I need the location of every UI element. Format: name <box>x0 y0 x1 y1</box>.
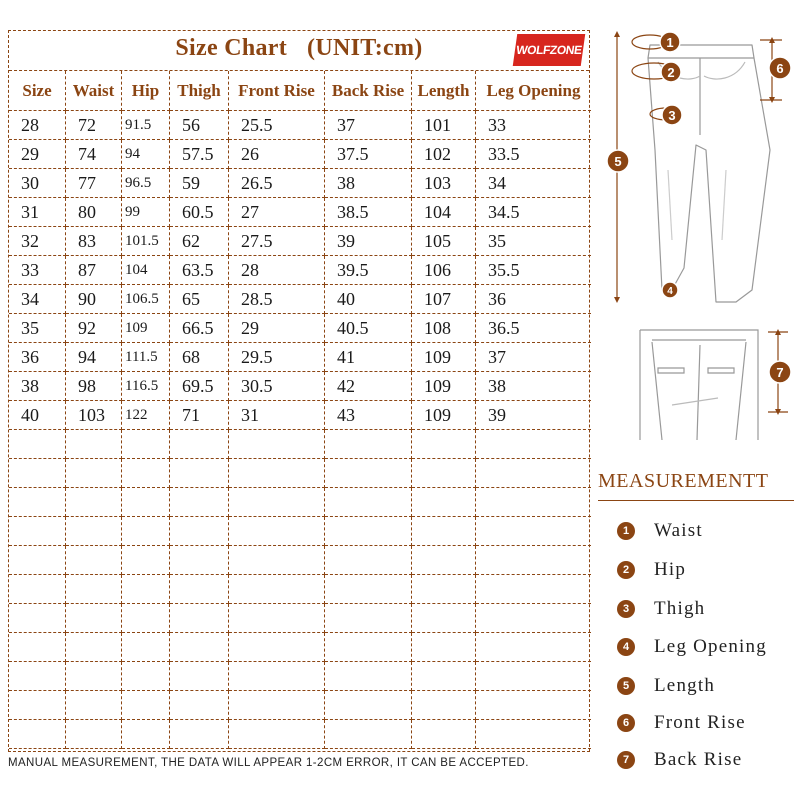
empty-cell <box>170 633 229 662</box>
table-cell: 38 <box>325 169 412 198</box>
empty-cell <box>9 633 66 662</box>
empty-cell <box>170 517 229 546</box>
table-cell: 39 <box>325 227 412 256</box>
table-cell: 28 <box>9 111 66 140</box>
table-cell: 90 <box>66 285 122 314</box>
table-cell: 106.5 <box>122 285 170 314</box>
chart-title-row <box>9 31 589 71</box>
empty-cell <box>476 604 591 633</box>
table-cell: 37 <box>325 111 412 140</box>
table-cell: 36.5 <box>476 314 591 343</box>
empty-cell <box>412 517 476 546</box>
empty-cell <box>325 662 412 691</box>
empty-cell <box>122 604 170 633</box>
table-cell: 25.5 <box>229 111 325 140</box>
empty-cell <box>122 430 170 459</box>
legend-label: Thigh <box>654 598 706 619</box>
table-cell: 39 <box>476 401 591 430</box>
empty-cell <box>9 575 66 604</box>
table-cell: 91.5 <box>122 111 170 140</box>
table-cell: 65 <box>170 285 229 314</box>
table-cell: 30 <box>9 169 66 198</box>
empty-cell <box>229 546 325 575</box>
legend-label: Front Rise <box>654 712 746 733</box>
chart-unit-text: (UNIT:cm) <box>307 35 423 61</box>
pants-back-drawing <box>640 330 758 440</box>
legend-label: Back Rise <box>654 749 743 770</box>
empty-cell <box>66 488 122 517</box>
empty-cell <box>170 488 229 517</box>
table-cell: 102 <box>412 140 476 169</box>
table-cell: 34.5 <box>476 198 591 227</box>
empty-cell <box>229 488 325 517</box>
table-cell: 80 <box>66 198 122 227</box>
empty-cell <box>325 633 412 662</box>
empty-cell <box>66 546 122 575</box>
table-cell: 26 <box>229 140 325 169</box>
empty-cell <box>9 604 66 633</box>
column-header: Waist <box>66 71 122 111</box>
table-cell: 116.5 <box>122 372 170 401</box>
table-cell: 35.5 <box>476 256 591 285</box>
legend-item <box>617 636 767 658</box>
legend-item <box>617 598 705 620</box>
measure-arrows <box>610 34 788 412</box>
table-cell: 122 <box>122 401 170 430</box>
empty-cell <box>476 691 591 720</box>
table-cell: 28.5 <box>229 285 325 314</box>
size-grid <box>9 71 589 751</box>
empty-cell <box>9 459 66 488</box>
table-cell: 37 <box>476 343 591 372</box>
legend-label: Leg Opening <box>654 636 767 657</box>
empty-cell <box>325 604 412 633</box>
empty-cell <box>66 720 122 749</box>
empty-cell <box>325 546 412 575</box>
legend-item <box>617 712 746 734</box>
table-cell: 41 <box>325 343 412 372</box>
empty-cell <box>229 662 325 691</box>
legend-number-badge: 6 <box>617 714 635 732</box>
empty-cell <box>122 546 170 575</box>
table-cell: 71 <box>170 401 229 430</box>
legend-item <box>617 749 742 771</box>
column-header: Length <box>412 71 476 111</box>
table-cell: 29 <box>229 314 325 343</box>
empty-cell <box>476 546 591 575</box>
empty-cell <box>66 459 122 488</box>
table-cell: 109 <box>412 343 476 372</box>
table-cell: 33.5 <box>476 140 591 169</box>
empty-cell <box>66 662 122 691</box>
table-cell: 106 <box>412 256 476 285</box>
table-cell: 38 <box>9 372 66 401</box>
table-cell: 74 <box>66 140 122 169</box>
chart-title <box>9 35 589 62</box>
empty-cell <box>325 517 412 546</box>
chart-title-text: Size Chart <box>175 35 288 61</box>
table-cell: 62 <box>170 227 229 256</box>
empty-cell <box>170 575 229 604</box>
table-cell: 60.5 <box>170 198 229 227</box>
legend-label: Length <box>654 675 716 696</box>
empty-cell <box>476 517 591 546</box>
empty-cell <box>412 430 476 459</box>
column-header: Size <box>9 71 66 111</box>
table-cell: 68 <box>170 343 229 372</box>
table-cell: 99 <box>122 198 170 227</box>
pants-front-drawing <box>648 45 770 302</box>
empty-cell <box>122 488 170 517</box>
empty-cell <box>476 430 591 459</box>
empty-cell <box>170 691 229 720</box>
legend-number-badge: 3 <box>617 600 635 618</box>
empty-cell <box>122 720 170 749</box>
empty-cell <box>122 575 170 604</box>
diagram-marker-3: 3 <box>668 108 676 123</box>
empty-cell <box>412 546 476 575</box>
empty-cell <box>229 604 325 633</box>
empty-cell <box>170 546 229 575</box>
empty-cell <box>66 575 122 604</box>
empty-cell <box>170 604 229 633</box>
table-cell: 103 <box>66 401 122 430</box>
empty-cell <box>122 691 170 720</box>
empty-cell <box>66 691 122 720</box>
empty-cell <box>9 488 66 517</box>
table-cell: 96.5 <box>122 169 170 198</box>
empty-cell <box>229 691 325 720</box>
empty-cell <box>9 430 66 459</box>
empty-cell <box>66 633 122 662</box>
empty-cell <box>66 604 122 633</box>
table-cell: 77 <box>66 169 122 198</box>
empty-cell <box>229 517 325 546</box>
empty-cell <box>170 720 229 749</box>
empty-cell <box>325 430 412 459</box>
table-cell: 27.5 <box>229 227 325 256</box>
table-cell: 38.5 <box>325 198 412 227</box>
table-cell: 36 <box>476 285 591 314</box>
empty-cell <box>412 575 476 604</box>
column-header: Leg Opening <box>476 71 591 111</box>
table-cell: 59 <box>170 169 229 198</box>
empty-cell <box>66 430 122 459</box>
table-cell: 108 <box>412 314 476 343</box>
column-header: Thigh <box>170 71 229 111</box>
empty-cell <box>122 633 170 662</box>
table-cell: 42 <box>325 372 412 401</box>
table-cell: 111.5 <box>122 343 170 372</box>
empty-cell <box>325 575 412 604</box>
table-cell: 37.5 <box>325 140 412 169</box>
legend-item <box>617 520 703 542</box>
empty-cell <box>9 517 66 546</box>
legend-item <box>617 675 715 697</box>
table-cell: 29 <box>9 140 66 169</box>
empty-cell <box>325 488 412 517</box>
table-cell: 29.5 <box>229 343 325 372</box>
table-cell: 36 <box>9 343 66 372</box>
column-header: Hip <box>122 71 170 111</box>
table-cell: 63.5 <box>170 256 229 285</box>
table-cell: 66.5 <box>170 314 229 343</box>
empty-cell <box>229 430 325 459</box>
table-cell: 27 <box>229 198 325 227</box>
measurement-title: MEASUREMENTT <box>598 470 769 492</box>
table-cell: 40 <box>325 285 412 314</box>
empty-cell <box>325 720 412 749</box>
empty-cell <box>229 720 325 749</box>
empty-cell <box>170 662 229 691</box>
empty-cell <box>170 459 229 488</box>
diagram-marker-2: 2 <box>667 65 675 80</box>
legend-item <box>617 559 686 581</box>
empty-cell <box>476 488 591 517</box>
empty-cell <box>229 459 325 488</box>
brand-logo-text: WOLFZONE <box>515 43 583 57</box>
empty-cell <box>476 575 591 604</box>
table-cell: 33 <box>9 256 66 285</box>
table-cell: 40 <box>9 401 66 430</box>
empty-cell <box>229 633 325 662</box>
table-cell: 109 <box>122 314 170 343</box>
empty-cell <box>476 633 591 662</box>
empty-cell <box>9 546 66 575</box>
table-cell: 92 <box>66 314 122 343</box>
diagram-marker-1: 1 <box>666 35 674 50</box>
table-cell: 72 <box>66 111 122 140</box>
table-cell: 105 <box>412 227 476 256</box>
table-cell: 101.5 <box>122 227 170 256</box>
table-cell: 32 <box>9 227 66 256</box>
empty-cell <box>412 662 476 691</box>
table-cell: 57.5 <box>170 140 229 169</box>
empty-cell <box>412 691 476 720</box>
legend-number-badge: 7 <box>617 751 635 769</box>
empty-cell <box>325 691 412 720</box>
column-header: Front Rise <box>229 71 325 111</box>
legend-number-badge: 2 <box>617 561 635 579</box>
legend-label: Waist <box>654 520 703 541</box>
table-cell: 34 <box>476 169 591 198</box>
table-cell: 107 <box>412 285 476 314</box>
table-cell: 31 <box>9 198 66 227</box>
empty-cell <box>476 662 591 691</box>
table-cell: 94 <box>122 140 170 169</box>
empty-cell <box>66 517 122 546</box>
empty-cell <box>412 459 476 488</box>
legend-number-badge: 4 <box>617 638 635 656</box>
diagram-marker-5: 5 <box>614 154 622 169</box>
size-chart-table <box>8 30 590 752</box>
table-cell: 83 <box>66 227 122 256</box>
table-cell: 56 <box>170 111 229 140</box>
empty-cell <box>476 720 591 749</box>
table-cell: 101 <box>412 111 476 140</box>
table-cell: 98 <box>66 372 122 401</box>
empty-cell <box>476 459 591 488</box>
table-cell: 109 <box>412 372 476 401</box>
table-cell: 87 <box>66 256 122 285</box>
diagram-marker-7: 7 <box>776 365 784 380</box>
empty-cell <box>122 662 170 691</box>
table-cell: 26.5 <box>229 169 325 198</box>
empty-cell <box>412 633 476 662</box>
table-cell: 38 <box>476 372 591 401</box>
empty-cell <box>9 691 66 720</box>
table-cell: 28 <box>229 256 325 285</box>
legend-label: Hip <box>654 559 687 580</box>
diagram-marker-6: 6 <box>776 61 784 76</box>
empty-cell <box>325 459 412 488</box>
empty-cell <box>9 720 66 749</box>
table-cell: 39.5 <box>325 256 412 285</box>
table-cell: 35 <box>9 314 66 343</box>
table-cell: 40.5 <box>325 314 412 343</box>
empty-cell <box>412 720 476 749</box>
table-cell: 43 <box>325 401 412 430</box>
empty-cell <box>9 662 66 691</box>
measurement-note: MANUAL MEASUREMENT, THE DATA WILL APPEAR 1-2CM ERROR, IT CAN BE ACCEPTED. <box>8 757 529 769</box>
measurement-divider <box>598 500 794 501</box>
empty-cell <box>229 575 325 604</box>
table-cell: 30.5 <box>229 372 325 401</box>
empty-cell <box>412 604 476 633</box>
table-cell: 31 <box>229 401 325 430</box>
diagram-marker-4: 4 <box>667 286 673 297</box>
empty-cell <box>170 430 229 459</box>
table-cell: 35 <box>476 227 591 256</box>
table-cell: 103 <box>412 169 476 198</box>
table-cell: 69.5 <box>170 372 229 401</box>
empty-cell <box>122 517 170 546</box>
table-cell: 33 <box>476 111 591 140</box>
table-cell: 104 <box>122 256 170 285</box>
brand-logo <box>513 34 585 66</box>
table-cell: 34 <box>9 285 66 314</box>
table-cell: 94 <box>66 343 122 372</box>
legend-number-badge: 5 <box>617 677 635 695</box>
table-cell: 104 <box>412 198 476 227</box>
empty-cell <box>412 488 476 517</box>
pants-diagram <box>600 22 800 447</box>
legend-number-badge: 1 <box>617 522 635 540</box>
table-cell: 109 <box>412 401 476 430</box>
column-header: Back Rise <box>325 71 412 111</box>
empty-cell <box>122 459 170 488</box>
